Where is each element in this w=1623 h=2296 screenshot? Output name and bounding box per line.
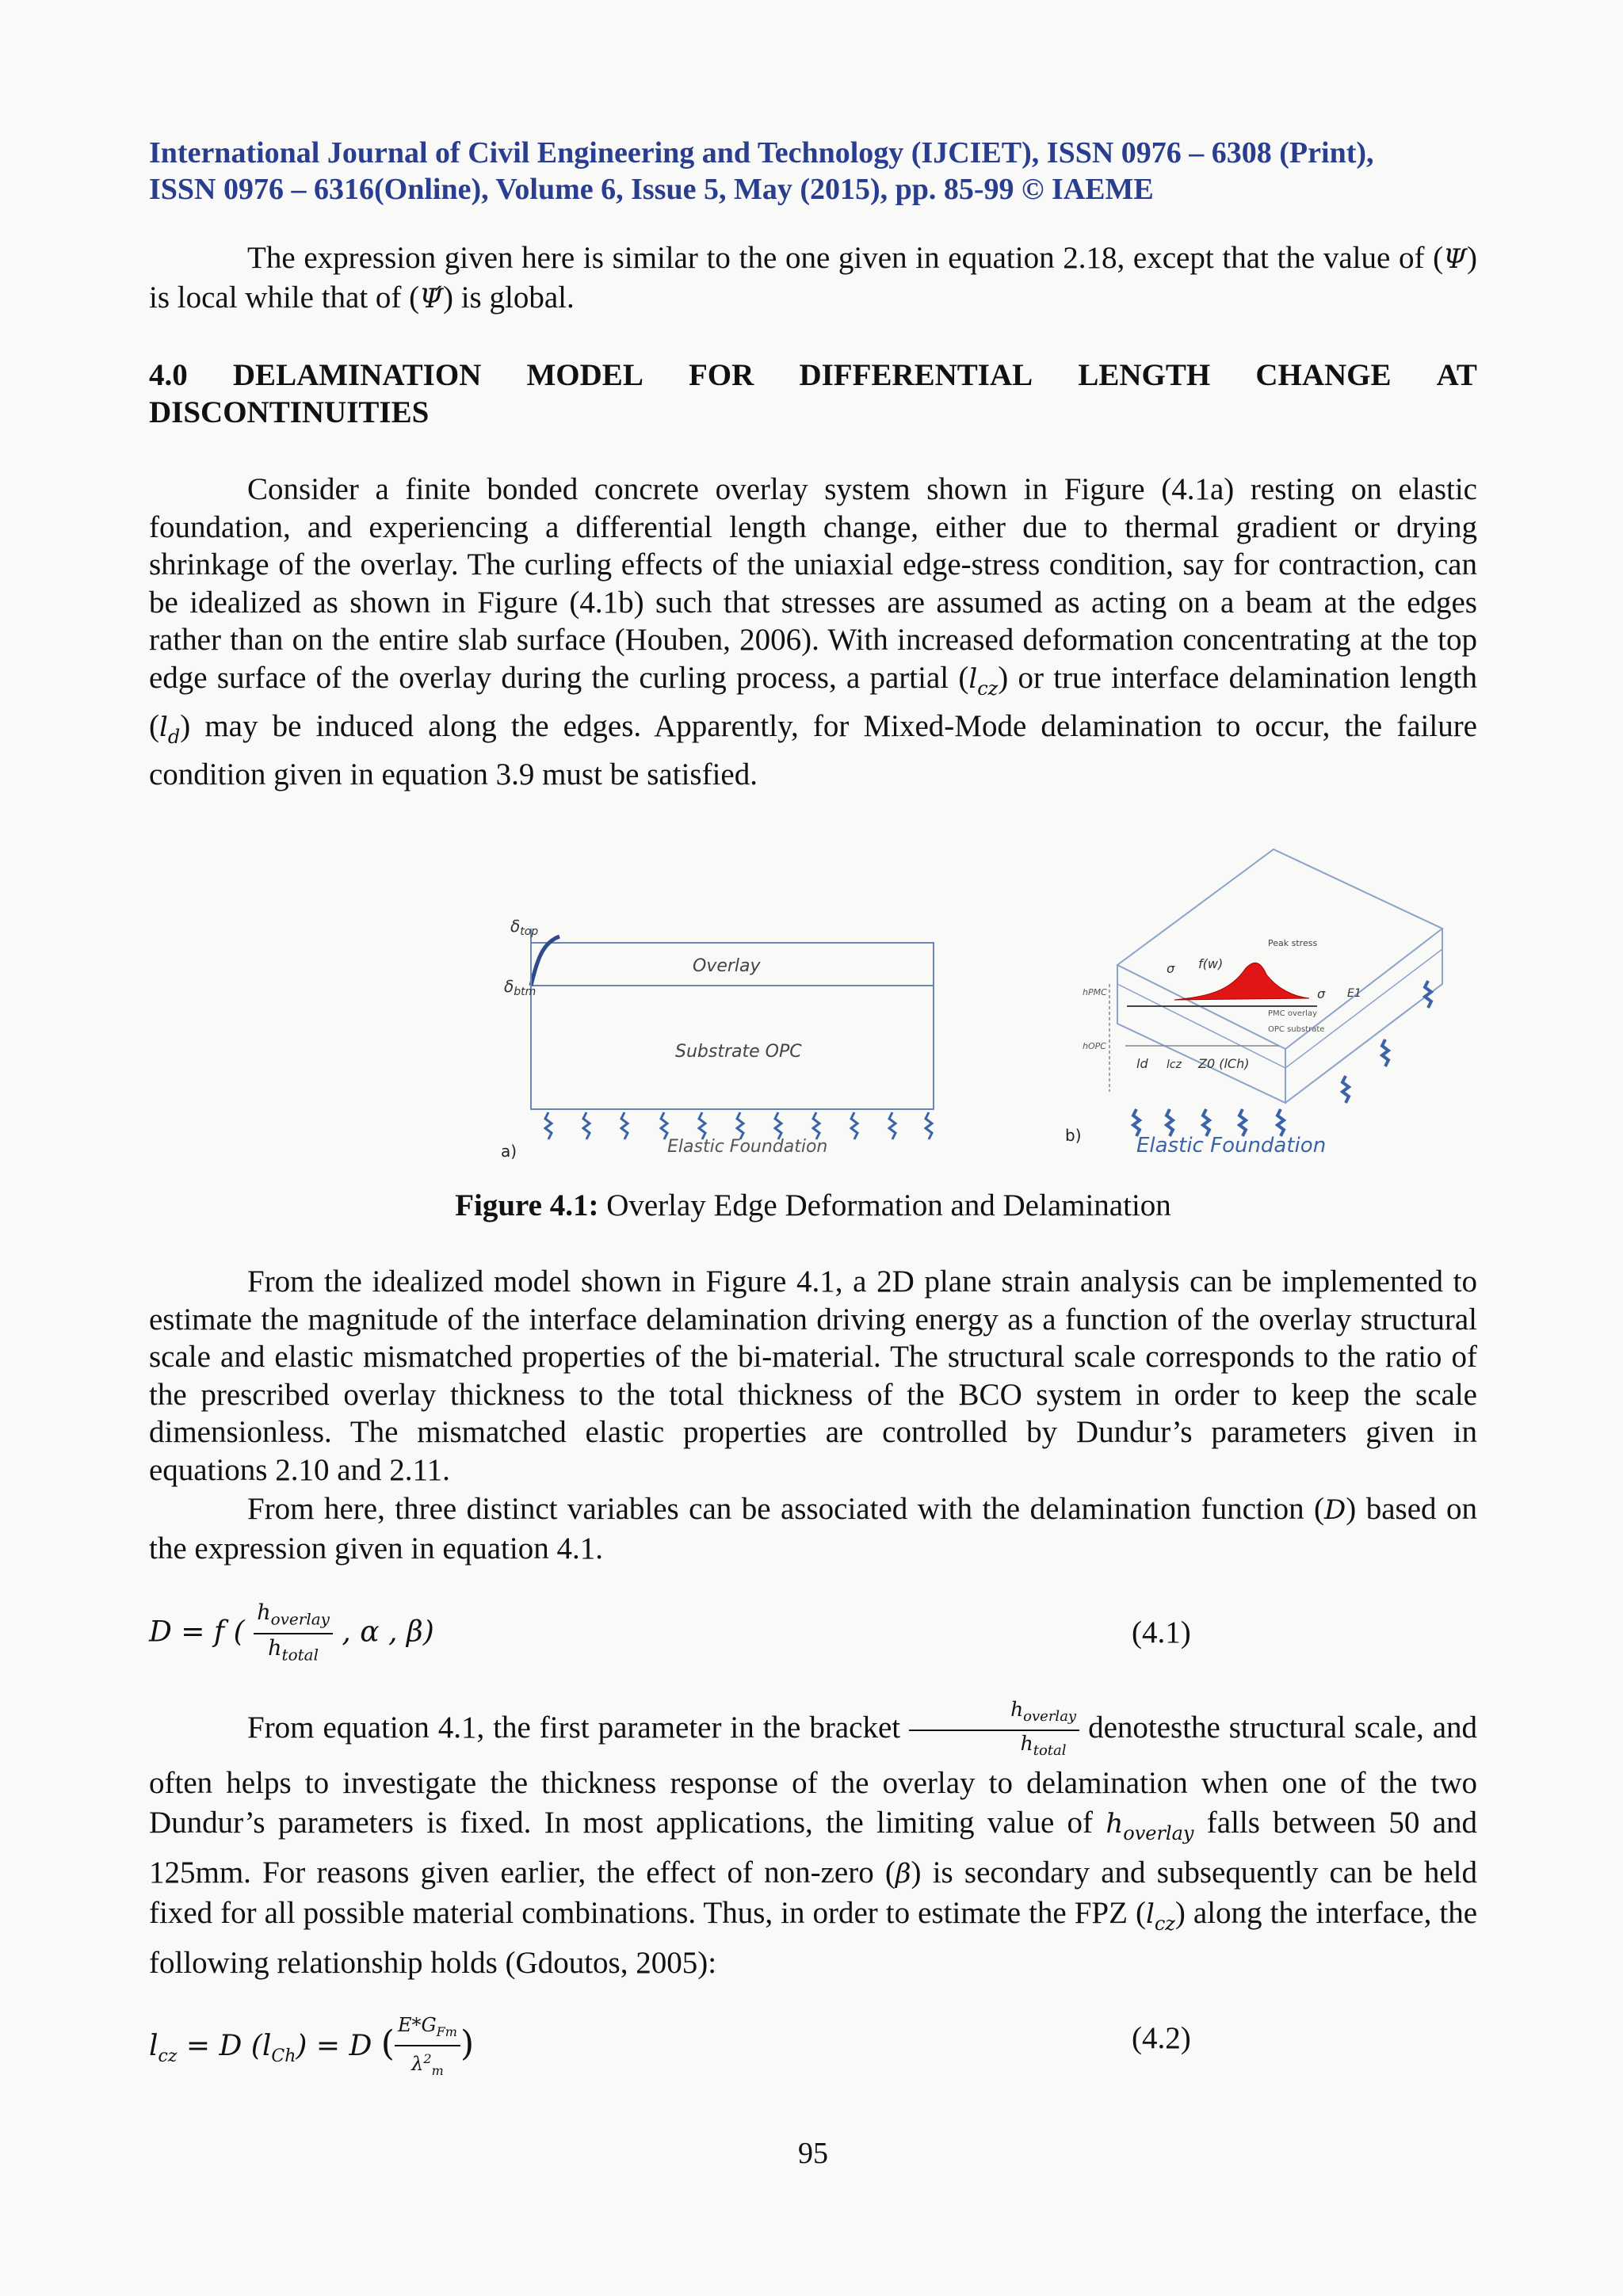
equation-4-1 xyxy=(149,1599,434,1669)
lcz-subscript: cz xyxy=(1154,1912,1175,1935)
lcz-subscript: cz xyxy=(977,677,999,700)
paragraph-model xyxy=(149,471,1477,794)
fw-label: f(w) xyxy=(1198,956,1224,971)
figure-panel-a xyxy=(501,917,934,1161)
section-heading-word: FOR xyxy=(688,358,754,392)
delta-top-label: $\delta_{top}$ xyxy=(510,917,539,938)
text: From here, three distinct variables can be associated with the delamination function ( xyxy=(247,1492,1325,1526)
beta-symbol: β xyxy=(895,1857,911,1890)
section-heading-word: CHANGE xyxy=(1255,358,1392,392)
z0-label: Z0 (lCh) xyxy=(1198,1056,1250,1071)
equation-4-2: $l_{cz} = D$ $(l_{Ch}) = D$ ( $\frac{E*G_{Fm}}{\lambda^2_m}$ ) xyxy=(149,2012,474,2084)
lcz-label: lcz xyxy=(1167,1058,1182,1071)
springs-a xyxy=(545,1112,932,1139)
text: ) is local while that of ( xyxy=(149,241,1477,315)
hpmc-label: hPMC xyxy=(1083,987,1107,997)
text: The expression given here is similar to the one given in equation 2.18, except that the value of ( xyxy=(247,241,1444,275)
sigma-label: σ xyxy=(1167,961,1175,976)
slab-top xyxy=(1117,849,1442,1049)
h-symbol: h xyxy=(1106,1808,1124,1840)
ld-label: ld xyxy=(1136,1056,1148,1071)
foundation-label-b: Elastic Foundation xyxy=(1136,1134,1327,1158)
section-heading-word: 4.0 xyxy=(149,358,188,392)
header-line-1: International Journal of Civil Engineering and Technology (IJCIET), ISSN 0976 – 6308 (Print), xyxy=(149,136,1374,170)
peak-stress-area xyxy=(1174,963,1309,1000)
text: Consider a finite bonded concrete overlay system shown in Figure (4.1a) resting on elastic foundation, and experiencing a differential length change, either due to thermal gradient or drying shrinkage of the overlay. The curling effects of the uniaxial edge-stress condition, say for contraction, can be idealized as shown in Figure (4.1b) such that stresses are assumed as acting on a beam at the edges rather than on the entire slab surface (Houben, 2006). With increased deformation concentrating at the top edge surface of the overlay during the curling process, a partial ( xyxy=(149,472,1477,695)
h-subscript: overlay xyxy=(1123,1821,1194,1844)
fraction: $\frac{E*G_{Fm}}{\lambda^2_m}$ xyxy=(395,2012,460,2084)
figure-4-1 xyxy=(334,841,1476,1173)
text: ) or true interface delamination length ( xyxy=(149,660,1477,743)
text: ) is global. xyxy=(442,280,575,315)
paragraph-structural-scale xyxy=(149,1697,1477,1983)
text: falls between 50 and 125mm. For reasons given earlier, the effect of non-zero ( xyxy=(149,1806,1478,1890)
text: ) based on the expression given in equation 4.1. xyxy=(149,1492,1477,1566)
caption-text: Overlay Edge Deformation and Delamination xyxy=(598,1188,1171,1222)
panel-label-b: b) xyxy=(1065,1126,1082,1145)
d-symbol: D xyxy=(1324,1494,1346,1526)
eq-lhs: D = f ( xyxy=(149,1615,245,1649)
panel-label-a: a) xyxy=(501,1142,517,1161)
bracket-fraction: $\frac{h_{overlay}}{h_{total}}$ xyxy=(909,1697,1079,1764)
figure-panel-b xyxy=(1065,849,1442,1158)
lcz-symbol: l xyxy=(968,662,978,695)
section-heading xyxy=(149,357,1477,394)
section-heading-word: DELAMINATION xyxy=(232,358,482,392)
paragraph-variables xyxy=(149,1490,1477,1567)
figure-caption xyxy=(149,1187,1477,1224)
equation-number-4-2: (4.2) xyxy=(1132,2021,1191,2055)
hopc-label: hOPC xyxy=(1083,1041,1106,1051)
pmc-overlay-label: PMC overlay xyxy=(1268,1009,1317,1018)
foundation-label-a: Elastic Foundation xyxy=(667,1137,828,1157)
equation-number-4-1: (4.1) xyxy=(1132,1615,1191,1650)
caption-label: Figure 4.1: xyxy=(455,1188,599,1222)
section-heading-word: AT xyxy=(1436,358,1477,392)
page-number: 95 xyxy=(798,2137,828,2170)
substrate-label: Substrate OPC xyxy=(675,1042,802,1062)
journal-header xyxy=(149,135,1477,208)
psi-prime-symbol: Ψ́ xyxy=(419,282,443,315)
text: ) along the interface, the following relationship holds (Gdoutos, 2005): xyxy=(149,1895,1478,1980)
text: From equation 4.1, the first parameter in the bracket xyxy=(247,1710,901,1745)
delta-btm-label: $\delta_{btm}$ xyxy=(504,977,537,998)
section-heading-line-2: DISCONTINUITIES xyxy=(149,395,430,429)
eq-rest: , α , β) xyxy=(342,1615,434,1649)
paragraph-intro xyxy=(149,239,1477,318)
sigma-label-2: σ xyxy=(1317,986,1326,1001)
e1-label: E1 xyxy=(1347,987,1361,1000)
fraction: $\frac{h_{overlay}}{h_{total}}$ xyxy=(254,1599,333,1669)
lcz-symbol: l xyxy=(1145,1897,1155,1930)
opc-substrate-label: OPC substrate xyxy=(1268,1025,1325,1034)
curled-edge xyxy=(531,936,559,986)
psi-symbol: Ψ xyxy=(1443,243,1467,275)
header-line-2: ISSN 0976 – 6316(Online), Volume 6, Issue 5, May (2015), pp. 85-99 © IAEME xyxy=(149,173,1154,206)
text: denotesthe structural scale, and often helps to investigate the thickness response of the overlay to delamination when one of the two Dundur’s parameters is fixed. In most applications, the limiting value of xyxy=(149,1710,1478,1840)
peak-stress-label: Peak stress xyxy=(1268,938,1318,948)
overlay-label: Overlay xyxy=(693,956,761,976)
section-heading-word: DIFFERENTIAL xyxy=(799,358,1033,392)
text: ) may be induced along the edges. Apparently, for Mixed-Mode delamination to occur, the failure condition given in equation 3.9 must be satisfied. xyxy=(149,708,1477,792)
text: ) is secondary and subsequently can be held fixed for all possible material combinations. Thus, in order to estimate the FPZ ( xyxy=(149,1855,1477,1930)
ld-subscript: d xyxy=(167,725,181,748)
section-heading-word: MODEL xyxy=(526,358,643,392)
section-heading-word: LENGTH xyxy=(1078,358,1211,392)
paragraph-analysis: From the idealized model shown in Figure 4.1, a 2D plane strain analysis can be implemented to estimate the magnitude of the interface delamination driving energy as a function of the overlay structural scale and elastic mismatched properties of the bi-material. The structural scale corresponds to the ratio of the prescribed overlay thickness to the total thickness of the BCO system in order to keep the scale dimensionless. The mismatched elastic properties are controlled by Dundur’s parameters given in equations 2.10 and 2.11. xyxy=(149,1264,1477,1487)
ld-symbol: l xyxy=(159,711,168,743)
